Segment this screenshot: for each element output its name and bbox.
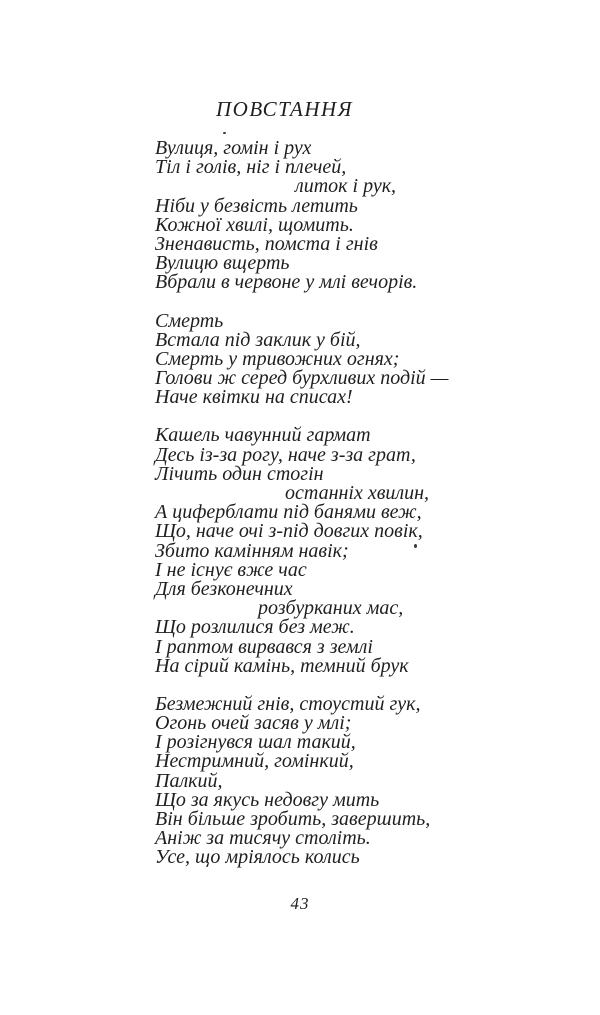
poem-line: Він більше зробить, завершить, <box>155 808 431 830</box>
page-number: 43 <box>290 894 310 913</box>
poem-line: Тіл і голів, ніг і плечей, <box>155 156 347 179</box>
poem-title: ПОВСТАННЯ <box>216 97 353 121</box>
poem-line: останніх хвилин, <box>285 482 430 504</box>
poem-line: І не існує вже час <box>155 558 307 581</box>
poem-line: Огонь очей засяв у млі; <box>155 712 352 735</box>
poem-line: Кашель чавунний гармат <box>155 424 371 447</box>
poem-line: Кожної хвилі, щомить. <box>155 213 354 236</box>
poem-line: На сірий камінь, темний брук <box>155 654 409 677</box>
poem-line: Голови ж серед бурхливих подій — <box>155 367 449 390</box>
poem-line: розбурканих мас, <box>258 597 404 620</box>
poem-line: Вбрали в червоне у млі вечорів. <box>155 271 418 294</box>
poem-line: литок і рук, <box>295 175 397 198</box>
ink-speck <box>223 132 226 134</box>
poem-line: Що за якусь недовгу мить <box>155 788 380 811</box>
poem-body <box>155 139 448 868</box>
poem-line: Наче квітки на списах! <box>155 386 353 409</box>
poem-line: Що розлилися без меж. <box>155 616 355 639</box>
poem-line: Зненависть, помста і гнів <box>155 232 378 255</box>
poem-line: Безмежний гнів, стоустий гук, <box>155 692 421 715</box>
poem-line: І раптом вирвався з землі <box>155 635 373 658</box>
stanza-1 <box>155 139 448 293</box>
poem-line: Десь із-за рогу, наче з-за грат, <box>155 443 416 466</box>
poem-line: Палкий, <box>155 769 223 792</box>
poem-line: Аніж за тисячу століть. <box>155 827 371 850</box>
stanza-2 <box>155 309 449 409</box>
poem-line: Збито камінням навік; <box>155 539 349 562</box>
poem-line: Нестримний, гомінкий, <box>155 750 354 773</box>
poem-line: Що, наче очі з-під довгих повік, <box>155 520 423 543</box>
poem-line: Ніби у безвість летить <box>155 194 358 217</box>
poem-line: Вулицю вщерть <box>155 252 290 275</box>
poem-line: Лічить один стогін <box>155 462 324 485</box>
stanza-3 <box>155 426 448 675</box>
poem-line: А циферблати під банями веж, <box>155 501 422 524</box>
poem-line: Усе, що мріялось колись <box>155 846 360 869</box>
poem-line: Вулиця, гомін і рух <box>155 137 312 159</box>
poem-line: Встала під заклик у бій, <box>155 328 361 351</box>
poem-line: Смерть у тривожних огнях; <box>155 347 400 370</box>
poem-line: І розігнувся шал такий, <box>155 731 356 754</box>
stanza-4 <box>155 692 448 869</box>
poem-line: Смерть <box>155 309 224 332</box>
poem-line: Для безконечних <box>155 577 293 600</box>
